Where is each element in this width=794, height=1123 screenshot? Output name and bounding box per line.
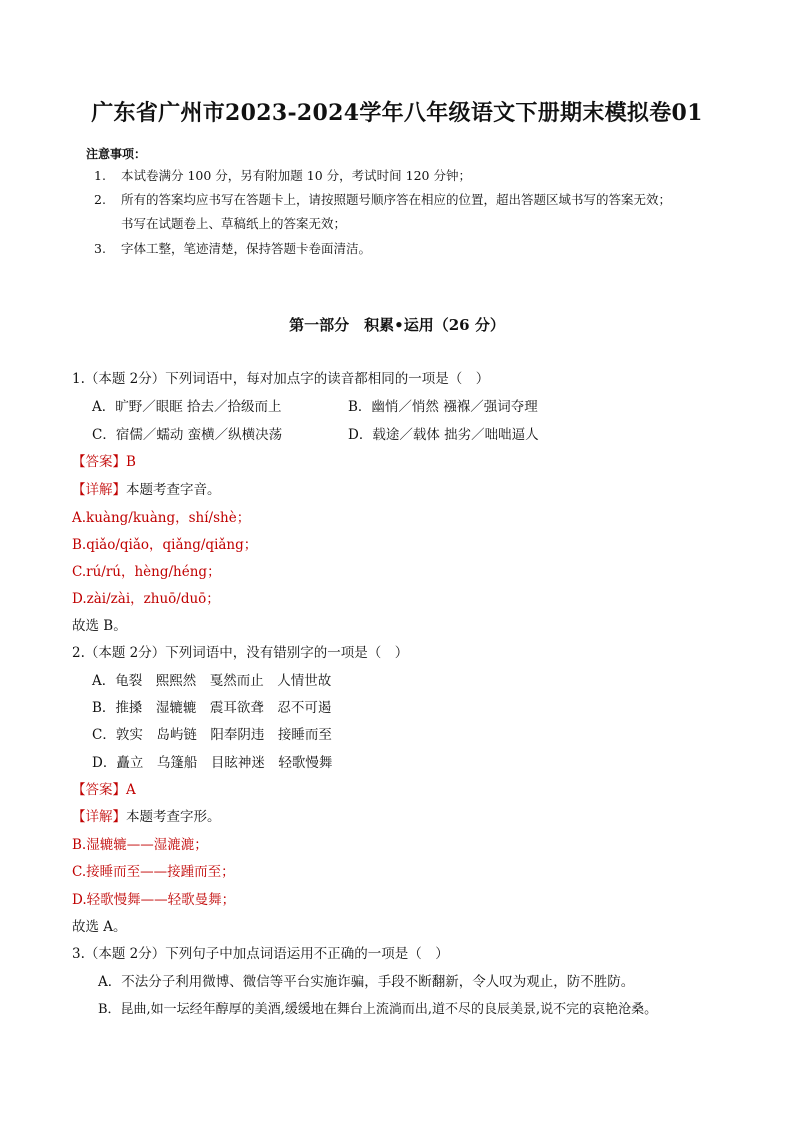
q1-answer: 【答案】B (72, 454, 136, 470)
q2-answer: 【答案】A (72, 782, 136, 798)
note-number: 3. (94, 241, 106, 256)
detail-tag: 【详解】 (72, 809, 126, 825)
note-item-3 (94, 241, 372, 257)
detail-tag: 【详解】 (72, 482, 126, 498)
q2-option-a: A．龟裂 熙熙然 戛然而止 人情世故 (92, 673, 332, 689)
section-title: 第一部分 积累•运用（26 分） (289, 316, 505, 334)
detail-text: 本题考查字音。 (126, 482, 221, 498)
q2-detail (72, 808, 221, 826)
q3-option-a: A．不法分子利用微博、微信等平台实施诈骗，手段不断翻新，令人叹为观止，防不胜防。 (98, 974, 635, 990)
q2-detail-line-b: B.湿辘辘——湿漉漉； (72, 837, 208, 853)
q3-stem: 3.（本题 2分）下列句子中加点词语运用不正确的一项是（ ） (72, 946, 449, 962)
notes-label: 注意事项： (86, 147, 147, 161)
q2-detail-line-c: C.接睡而至——接踵而至； (72, 864, 235, 880)
q2-option-c: C．敦实 岛屿链 阳奉阴违 接睡而至 (92, 727, 332, 743)
note-number: 2. (94, 192, 106, 207)
note-item-2 (94, 192, 672, 208)
q1-detail-line-d: D.zài/zài，zhuō/duō； (72, 591, 220, 607)
q2-stem: 2.（本题 2分）下列词语中，没有错别字的一项是（ ） (72, 645, 409, 661)
note-text: 本试卷满分 100 分，另有附加题 10 分，考试时间 120 分钟； (121, 168, 471, 183)
q1-detail-line-a: A.kuàng/kuàng，shí/shè； (72, 510, 251, 526)
q3-option-b: B．昆曲,如一坛经年醇厚的美酒,缓缓地在舞台上流淌而出,道不尽的良辰美景,说不完的哀艳沧桑。 (98, 1002, 658, 1017)
q2-option-b: B．推搡 湿辘辘 震耳欲聋 忍不可遏 (92, 700, 332, 716)
q1-conclusion: 故选 B。 (72, 618, 127, 634)
q1-stem: 1.（本题 2分）下列词语中，每对加点字的读音都相同的一项是（ ） (72, 371, 490, 387)
note-text: 书写在试题卷上、草稿纸上的答案无效； (121, 216, 347, 231)
q1-detail-line-c: C.rú/rú，hèng/héng； (72, 564, 221, 580)
page-title: 广东省广州市2023-2024学年八年级语文下册期末模拟卷01 (91, 100, 703, 126)
note-text: 字体工整，笔迹清楚，保持答题卡卷面清洁。 (121, 241, 372, 256)
q2-option-d: D．矗立 乌篷船 目眩神迷 轻歌慢舞 (92, 755, 333, 771)
detail-text: 本题考查字形。 (126, 809, 221, 825)
q1-option-a: A．旷野／眼眶 拾去／拾级而上 (92, 399, 282, 415)
note-item-1 (94, 168, 471, 184)
q2-conclusion: 故选 A。 (72, 919, 127, 935)
q1-option-d: D．载途／载体 拙劣／咄咄逼人 (348, 427, 539, 443)
q1-detail (72, 481, 221, 499)
q1-option-c: C．宿儒／蠕动 蛮横／纵横决荡 (92, 427, 283, 443)
note-number: 1. (94, 168, 106, 183)
q1-detail-line-b: B.qiǎo/qiǎo，qiǎng/qiǎng； (72, 537, 258, 553)
q2-detail-line-d: D.轻歌慢舞——轻歌曼舞； (72, 892, 236, 908)
note-item-2-continued (121, 216, 346, 232)
q1-option-b: B．幽悄／悄然 襁褓／强词夺理 (348, 399, 538, 415)
note-text: 所有的答案均应书写在答题卡上，请按照题号顺序答在相应的位置，超出答题区域书写的答案无效； (121, 192, 672, 207)
